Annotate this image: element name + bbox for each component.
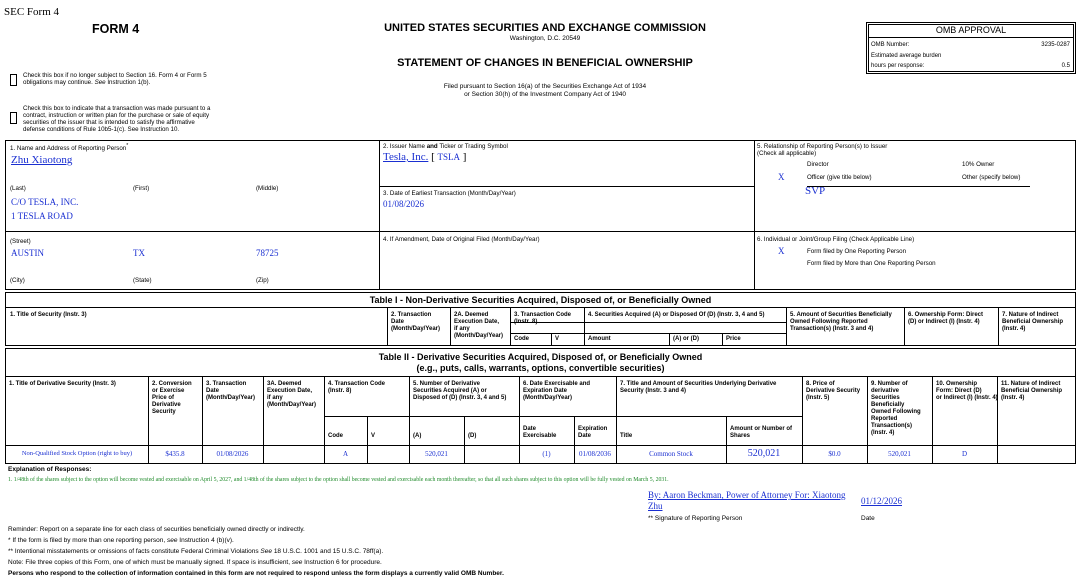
t2-v5b [464,416,465,464]
first-label: (First) [133,185,150,192]
t2-col-price: 2. Conversion or Exercise Price of Derivative Security [152,381,192,415]
officer-x-mark[interactable]: X [778,172,785,182]
row-conversion-price: $435.8 [165,450,185,458]
row-underlying-title: Common Stock [649,450,693,458]
t1-v2 [450,307,451,346]
row-exercisable-footnote-link[interactable]: (1) [542,450,551,458]
t1-col-deemed: 2A. Deemed Execution Date, if any (Month/Day/Year) [454,312,504,339]
row-owned: 520,021 [888,450,911,458]
amendment-label: 4. If Amendment, Date of Original Filed (Month/Day/Year) [383,236,540,243]
t1-col-amount: Amount [588,336,611,342]
checkbox1-text: Check this box if no longer subject to Section 16. Form 4 or Form 5 obligations may continue. See Instruction 1(b). [23,72,207,86]
t1-col-code-v: V [555,336,560,342]
signature-date-link[interactable]: 01/12/2026 [861,496,903,506]
address-line-1: C/O TESLA, INC. [11,197,79,207]
t2-v4b [367,416,368,464]
t1-col-nature: 7. Nature of Indirect Beneficial Ownership (Instr. 4) [1002,312,1064,332]
t2-col-exercisable: 6. Date Exercisable and Expiration Date (Month/Day/Year) [523,381,591,401]
t1-v3 [510,307,511,346]
relationship-label: 5. Relationship of Reporting Person(s) to Issuer [757,143,888,150]
table2-title-line [5,376,1076,377]
omb-burden-label: Estimated average burden [871,53,942,59]
row-code: A [342,450,349,458]
earliest-tx-date: 01/08/2026 [383,199,425,209]
section-divider-2 [754,140,755,290]
filed-pursuant-2: or Section 30(h) of the Investment Company Act of 1940 [464,91,626,98]
street-label: (Street) [10,238,31,245]
t2-col-expiration: Expiration Date [578,426,608,439]
filing-label: 6. Individual or Joint/Group Filing (Check Applicable Line) [757,236,915,243]
t1-col-form: 6. Ownership Form: Direct (D) or Indirect (I) (Instr. 4) [908,312,984,325]
t1-col-code-code: Code [514,336,529,342]
t1-col-code: 3. Transaction Code (Instr. 8) [514,312,572,325]
relationship-sub: (Check all applicable) [757,150,817,157]
row-ownership-form: D [961,450,968,458]
omb-hours-label: hours per response: [871,63,925,69]
agency-title: UNITED STATES SECURITIES AND EXCHANGE COMMISSION [384,22,706,34]
t1-h-sub [510,333,786,334]
table1-title: Table I - Non-Derivative Securities Acquired, Disposed of, or Beneficially Owned [369,295,712,305]
explanation-note: 1. 1/48th of the shares subject to the option will become vested and exercisable on April 5, 2027, and 1/48th of the shares subject to the option shall become vested and exercisable each month thereafter, so that all such shares subject to this option will be fully vested on March 5, 2031. [8,477,669,483]
filing-more-label: Form filed by More than One Reporting Person [807,260,936,267]
t2-col-a: (A) [413,433,422,439]
omb-divider [868,37,1074,38]
filed-pursuant: Filed pursuant to Section 16(a) of the Securities Exchange Act of 1934 [443,83,647,90]
issuer-label: 2. Issuer Name and Ticker or Trading Symbol [383,143,508,150]
officer-label: Officer (give title below) [807,174,872,181]
signature-link[interactable]: By: Aaron Beckman, Power of Attorney For: Xiaotong Zhu [648,490,846,511]
last-label: (Last) [10,185,26,192]
zip-label: (Zip) [256,277,269,284]
section-divider-1 [379,140,380,290]
amendment-divider [379,231,1076,232]
t1-v4 [584,307,585,346]
rule-10b5-checkbox[interactable] [10,112,17,124]
t2-col-underlying-title: Title [620,433,633,439]
footer-misstatements: ** Intentional misstatements or omissions of facts constitute Federal Criminal Violations See 18 U.S.C. 1001 and 15 U.S.C. 78ff(a). [8,548,384,555]
t2-col-title: 1. Title of Derivative Security (Instr. 3) [9,381,116,387]
omb-number-label: OMB Number: [871,42,910,48]
t1-col-owned: 5. Amount of Securities Beneficially Owned Following Reported Transaction(s) (Instr. 3 and 4) [790,312,892,332]
officer-title: SVP [805,185,826,197]
footer-note: Note: File three copies of this Form, one of which must be manually signed. If space is insufficient, see Instruction 6 for procedure. [8,559,382,566]
reporting-person-label: 1. Name and Address of Reporting Person* [10,143,129,153]
t1-v1 [387,307,388,346]
agency-location: Washington, D.C. 20549 [509,35,581,42]
no-longer-subject-checkbox[interactable] [10,74,17,86]
state-value: TX [133,248,145,258]
t2-v3 [263,376,264,464]
row-deriv-price: $0.0 [828,450,841,458]
table2-subtitle: (e.g., puts, calls, warrants, options, convertible securities) [416,363,665,373]
t1-v4b [669,333,670,346]
t2-col-code-code: Code [328,433,343,439]
ticker-link[interactable]: TSLA [437,152,461,162]
other-label: Other (specify below) [962,174,1021,181]
officer-title-line [807,186,1030,187]
checkbox2-text: Check this box to indicate that a transaction was made pursuant to a contract, instruction or written plan for the purchase or sale of equity securities of the issuer that is intended to satisfy the affirmative defense conditions of Rule 10b5-1(c). See Instruction 10. [23,105,211,133]
t1-col-ad: (A) or (D) [673,336,699,342]
table2-header-line [5,445,1076,446]
street-divider [5,231,379,232]
filing-one-label: Form filed by One Reporting Person [807,248,907,255]
t1-col-acquired: 4. Securities Acquired (A) or Disposed Of (D) (Instr. 3, 4 and 5) [588,312,765,318]
city-label: (City) [10,277,25,284]
reporting-section [5,140,1076,290]
filing-x-mark[interactable]: X [778,246,785,256]
city-value: AUSTIN [11,248,44,258]
row-tx-date: 01/08/2026 [216,450,249,458]
table2-title: Table II - Derivative Securities Acquired, Disposed of, or Beneficially Owned [378,352,703,362]
t2-col-deriv-price: 8. Price of Derivative Security (Instr. 5) [806,381,861,401]
t2-col-owned: 9. Number of derivative Securities Beneficially Owned Following Reported Transaction(s) (Instr. 4) [871,381,921,436]
middle-label: (Middle) [256,185,279,192]
ten-pct-label: 10% Owner [962,161,995,168]
footer-multiple: * If the form is filed by more than one reporting person, see Instruction 4 (b)(v). [8,537,234,544]
footer-omb-notice: Persons who respond to the collection of information contained in this form are not required to respond unless the form displays a currently valid OMB Number. [8,570,504,577]
director-label: Director [807,161,829,168]
t2-col-nature: 11. Nature of Indirect Beneficial Ownership (Instr. 4) [1001,381,1063,401]
signature-label: ** Signature of Reporting Person [648,515,743,522]
explanation-title: Explanation of Responses: [8,466,92,473]
t2-col-code-v: V [371,433,376,439]
t1-v3b [551,333,552,346]
issuer-name-link[interactable]: Tesla, Inc. [383,151,429,163]
t2-col-form: 10. Ownership Form: Direct (D) or Indirect (I) (Instr. 4) [936,381,998,401]
signature-date-label: Date [861,515,875,522]
reporting-person-name-link[interactable]: Zhu Xiaotong [11,154,73,166]
state-label: (State) [133,277,152,284]
earliest-tx-label: 3. Date of Earliest Transaction (Month/Day/Year) [383,190,516,197]
t1-h-amt [584,322,786,323]
footer-reminder: Reminder: Report on a separate line for each class of securities beneficially owned directly or indirectly. [8,526,305,533]
t1-col-date: 2. Transaction Date (Month/Day/Year) [391,312,441,332]
t2-col-d: (D) [468,433,477,439]
row-security-title: Non-Qualified Stock Option (right to buy) [21,450,133,457]
t2-col-code: 4. Transaction Code (Instr. 8) [328,381,386,394]
t2-col-number: 5. Number of Derivative Securities Acquired (A) or Disposed of (D) (Instr. 3, 4 and 5) [413,381,507,401]
issuer-divider [379,186,754,187]
page-top-label: SEC Form 4 [4,6,60,18]
t2-col-underlying-amount: Amount or Number of Shares [730,426,792,439]
t2-col-deemed: 3A. Deemed Execution Date, if any (Month/Day/Year) [267,381,317,408]
t2-h-sub [324,416,802,417]
row-acquired: 520,021 [425,450,448,458]
zip-value: 78725 [256,248,279,258]
t1-v4c [722,333,723,346]
t1-v7 [998,307,999,346]
form-title: FORM 4 [92,22,140,36]
omb-number: 3235-0287 [1041,42,1070,48]
t1-col-title: 1. Title of Security (Instr. 3) [10,312,87,318]
t2-col-date: 3. Transaction Date (Month/Day/Year) [206,381,256,401]
row-expiration: 01/08/2036 [579,450,611,458]
t1-v6 [904,307,905,346]
row-underlying-amount: 520,021 [747,448,781,459]
t2-col-underlying: 7. Title and Amount of Securities Underlying Derivative Security (Instr. 3 and 4) [620,381,777,394]
address-line-2: 1 TESLA ROAD [11,211,73,221]
statement-title: STATEMENT OF CHANGES IN BENEFICIAL OWNERSHIP [397,57,693,69]
t1-v5 [786,307,787,346]
table1-title-line [5,307,1076,308]
omb-title: OMB APPROVAL [935,25,1007,35]
t1-col-price: Price [726,336,741,342]
omb-hours: 0.5 [1061,63,1070,69]
t2-col-date-exercisable: Date Exercisable [523,426,557,439]
issuer-line: Tesla, Inc. [ TSLA ] [383,151,467,163]
